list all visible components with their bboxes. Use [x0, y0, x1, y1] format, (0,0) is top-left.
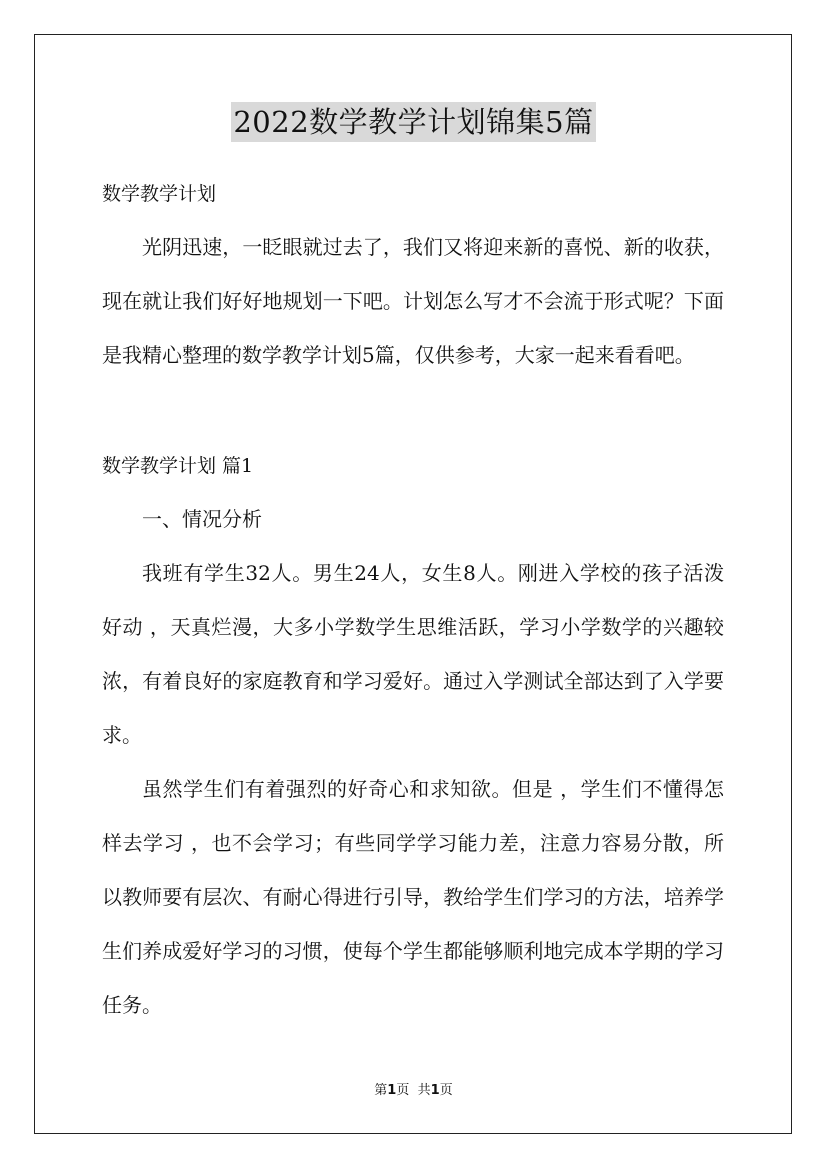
paragraph-class-situation: 我班有学生32人。男生24人，女生8人。刚进入学校的孩子活泼好动 ，天真烂漫，大多小学数学生思维活跃，学习小学数学的兴趣较浓，有着良好的家庭教育和学习爱好。通过入学测试全部达到了入学要求。 [102, 561, 724, 747]
page-footer [0, 1082, 827, 1100]
paragraph-learning-guidance: 虽然学生们有着强烈的好奇心和求知欲。但是 ，学生们不懂得怎样去学习 ，也不会学习；有些同学学习能力差，注意力容易分散，所以教师要有层次、有耐心得进行引导，教给学生们学习的方法，培养学生们养成爱好学习的习惯，使每个学生都能够顺利地完成本学期的学习任务。 [102, 777, 724, 1017]
footer-page-suffix: 页 [396, 1083, 410, 1098]
footer-page-number: 1 [387, 1083, 397, 1098]
subheading-situation-analysis: 一、情况分析 [142, 507, 262, 531]
footer-total-suffix: 页 [439, 1083, 453, 1098]
footer-total-pages: 1 [430, 1083, 440, 1098]
intro-paragraph: 光阴迅速，一眨眼就过去了，我们又将迎来新的喜悦、新的收获，现在就让我们好好地规划一下吧。计划怎么写才不会流于形式呢？下面是我精心整理的数学教学计划5篇，仅供参考，大家一起来看看吧。 [102, 235, 724, 367]
section-label: 数学教学计划 [102, 183, 217, 205]
part1-heading: 数学教学计划 篇1 [102, 455, 254, 477]
document-title: 2022数学教学计划锦集5篇 [231, 102, 595, 142]
footer-total-prefix: 共 [417, 1083, 431, 1098]
footer-page-prefix: 第 [374, 1083, 388, 1098]
title-container [0, 102, 827, 142]
